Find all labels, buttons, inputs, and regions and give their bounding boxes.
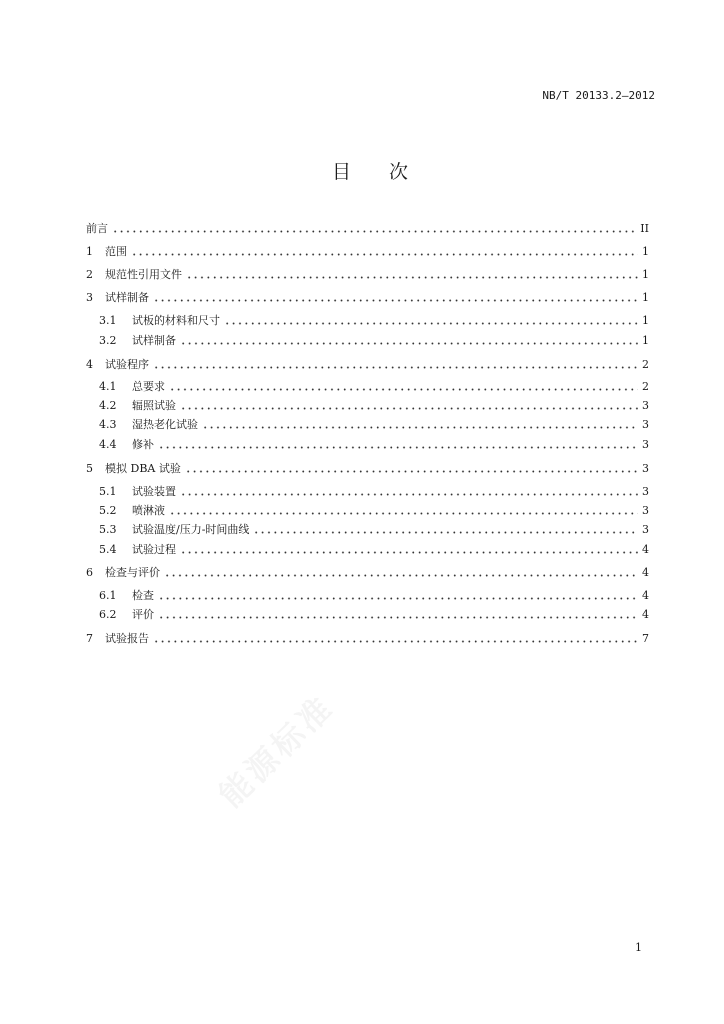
- toc-entry-page: 3: [642, 438, 649, 451]
- toc-entry-4-2[interactable]: [86, 399, 649, 413]
- toc-entry-6-2[interactable]: [86, 608, 649, 622]
- page-number: 1: [635, 941, 642, 954]
- toc-entry-page: 1: [642, 268, 649, 281]
- toc-entry-page: 2: [642, 358, 649, 371]
- toc-entry-5-4[interactable]: [86, 543, 649, 557]
- dot-leader: [169, 388, 638, 391]
- toc-entry-title: 检查: [132, 589, 154, 602]
- toc-entry-title: 总要求: [132, 380, 165, 393]
- table-of-contents: [86, 0, 649, 700]
- toc-entry-title: 试验过程: [132, 543, 176, 556]
- toc-entry-2[interactable]: [86, 268, 649, 282]
- toc-entry-title: 范围: [105, 245, 127, 258]
- toc-entry-title: 修补: [132, 438, 154, 451]
- toc-entry-page: 3: [642, 485, 649, 498]
- toc-entry-page: 3: [642, 418, 649, 431]
- toc-entry-5-2[interactable]: [86, 504, 649, 518]
- toc-entry-title: 湿热老化试验: [132, 418, 198, 431]
- toc-entry-number: 5.1: [99, 485, 117, 498]
- toc-entry-page: 3: [642, 462, 649, 475]
- toc-entry-number: 4.1: [99, 380, 117, 393]
- toc-entry-1[interactable]: [86, 245, 649, 259]
- dot-leader: [164, 574, 638, 577]
- toc-entry-title: 试板的材料和尺寸: [132, 314, 220, 327]
- toc-entry-number: 6.2: [99, 608, 117, 621]
- toc-entry-title: 规范性引用文件: [105, 268, 182, 281]
- dot-leader: [131, 253, 638, 256]
- toc-entry-title: 评价: [132, 608, 154, 621]
- toc-entry-title: 模拟 DBA 试验: [105, 462, 181, 475]
- toc-entry-number: 3.2: [99, 334, 117, 347]
- toc-entry-title: 检查与评价: [105, 566, 160, 579]
- toc-entry-number: 3.1: [99, 314, 117, 327]
- dot-leader: [153, 299, 638, 302]
- toc-entry-page: 4: [642, 566, 649, 579]
- toc-entry-number: 5.2: [99, 504, 117, 517]
- toc-entry-number: 4.2: [99, 399, 117, 412]
- dot-leader: [153, 366, 638, 369]
- toc-entry-number: 1: [86, 245, 93, 258]
- dot-leader: [180, 342, 638, 345]
- toc-entry-title: 喷淋液: [132, 504, 165, 517]
- toc-entry-page: 3: [642, 523, 649, 536]
- dot-leader: [180, 493, 638, 496]
- toc-entry-number: 5: [86, 462, 93, 475]
- toc-entry-number: 5.4: [99, 543, 117, 556]
- toc-entry-title: 试样制备: [132, 334, 176, 347]
- toc-entry-page: 2: [642, 380, 649, 393]
- toc-entry-3[interactable]: [86, 291, 649, 305]
- toc-entry-3-1[interactable]: [86, 314, 649, 328]
- dot-leader: [186, 276, 638, 279]
- dot-leader: [202, 426, 638, 429]
- toc-entry-foreword[interactable]: [86, 222, 649, 236]
- dot-leader: [158, 597, 638, 600]
- toc-entry-5-3[interactable]: [86, 523, 649, 537]
- toc-entry-page: 3: [642, 399, 649, 412]
- toc-entry-4-3[interactable]: [86, 418, 649, 432]
- toc-entry-title: 试验报告: [105, 632, 149, 645]
- toc-entry-number: 7: [86, 632, 93, 645]
- toc-entry-number: 6.1: [99, 589, 117, 602]
- toc-entry-title: 试样制备: [105, 291, 149, 304]
- dot-leader: [185, 470, 638, 473]
- document-code: NB/T 20133.2—2012: [542, 89, 655, 102]
- toc-entry-4-4[interactable]: [86, 438, 649, 452]
- toc-entry-page: 1: [642, 291, 649, 304]
- toc-entry-page: 4: [642, 543, 649, 556]
- toc-entry-5-1[interactable]: [86, 485, 649, 499]
- toc-entry-page: II: [640, 222, 649, 235]
- toc-entry-title: 试验装置: [132, 485, 176, 498]
- toc-entry-page: 1: [642, 245, 649, 258]
- toc-entry-page: 1: [642, 334, 649, 347]
- toc-entry-number: 2: [86, 268, 93, 281]
- toc-entry-title: 试验程序: [105, 358, 149, 371]
- toc-entry-6-1[interactable]: [86, 589, 649, 603]
- dot-leader: [180, 551, 638, 554]
- toc-entry-number: 5.3: [99, 523, 117, 536]
- toc-entry-number: 4: [86, 358, 93, 371]
- dot-leader: [169, 512, 638, 515]
- toc-entry-number: 4.3: [99, 418, 117, 431]
- toc-heading: 目 次: [331, 161, 408, 183]
- toc-entry-page: 3: [642, 504, 649, 517]
- toc-entry-number: 3: [86, 291, 93, 304]
- toc-entry-6[interactable]: [86, 566, 649, 580]
- toc-entry-title: 试验温度/压力-时间曲线: [132, 523, 250, 536]
- toc-entry-4-1[interactable]: [86, 380, 649, 394]
- toc-entry-4[interactable]: [86, 358, 649, 372]
- toc-entry-page: 1: [642, 314, 649, 327]
- toc-entry-page: 4: [642, 608, 649, 621]
- dot-leader: [180, 407, 638, 410]
- toc-entry-3-2[interactable]: [86, 334, 649, 348]
- toc-entry-number: 6: [86, 566, 93, 579]
- toc-entry-page: 7: [642, 632, 649, 645]
- toc-entry-5[interactable]: [86, 462, 649, 476]
- dot-leader: [112, 230, 636, 233]
- toc-entry-page: 4: [642, 589, 649, 602]
- toc-entry-title: 前言: [86, 222, 108, 235]
- dot-leader: [158, 446, 638, 449]
- toc-entry-title: 辐照试验: [132, 399, 176, 412]
- dot-leader: [253, 531, 638, 534]
- dot-leader: [224, 322, 638, 325]
- toc-entry-number: 4.4: [99, 438, 117, 451]
